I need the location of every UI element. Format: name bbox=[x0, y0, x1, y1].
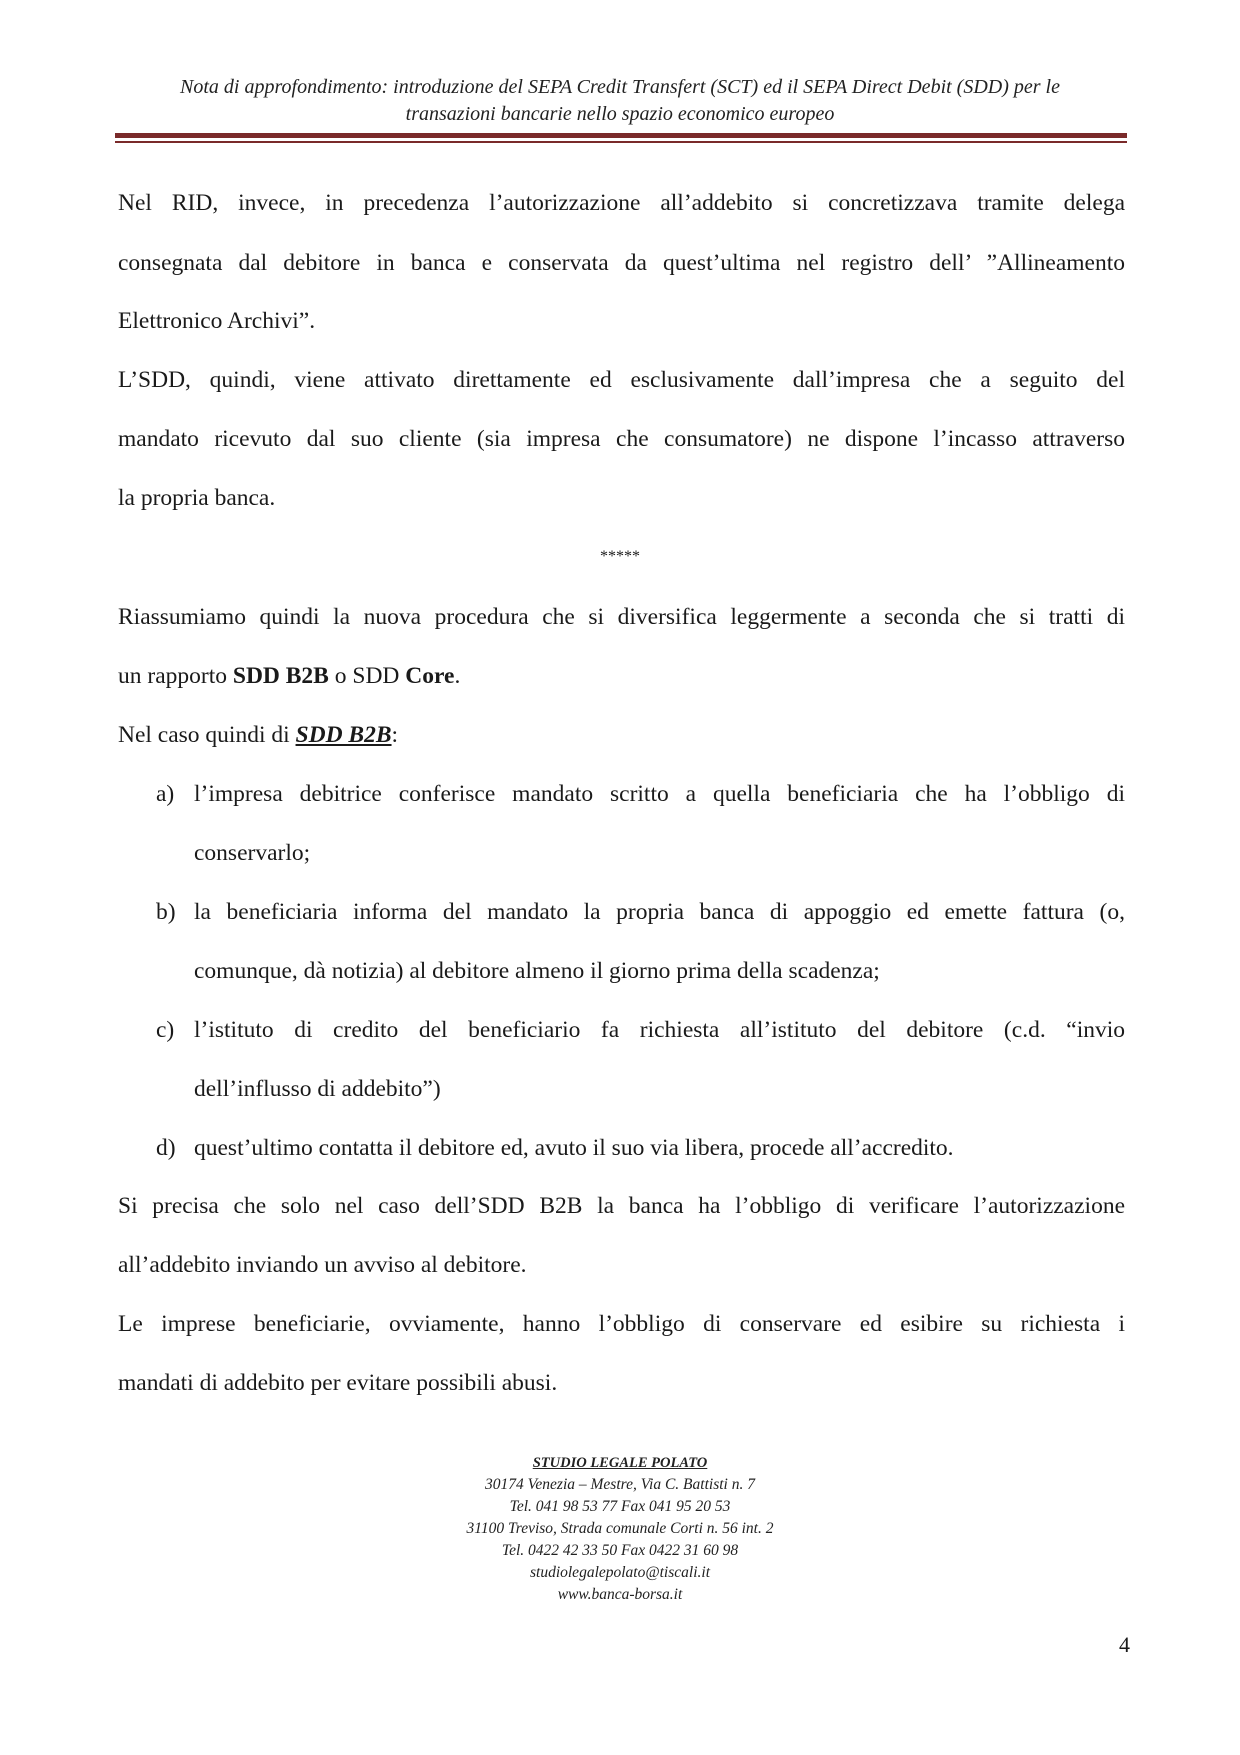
footer-email-link[interactable]: studiolegalepolato@tiscali.it bbox=[529, 1564, 710, 1581]
footer-phone-treviso: Tel. 0422 42 33 50 Fax 0422 31 60 98 bbox=[501, 1542, 739, 1559]
list-item-b-label: b) bbox=[156, 899, 176, 925]
paragraph-4-line bbox=[118, 722, 1125, 749]
page-header bbox=[115, 74, 1125, 128]
footer-phone-venezia: Tel. 041 98 53 77 Fax 041 95 20 53 bbox=[509, 1498, 731, 1515]
footer-address-treviso: 31100 Treviso, Strada comunale Corti n. 56 int. 2 bbox=[466, 1520, 774, 1537]
paragraph-6-line-2: mandati di addebito per evitare possibili abusi. bbox=[118, 1370, 558, 1396]
list-item-b-line-2: comunque, dà notizia) al debitore almeno il giorno prima della scadenza; bbox=[194, 958, 880, 984]
paragraph-3-connector: o SDD bbox=[328, 663, 406, 689]
footer-website-link[interactable]: www.banca-borsa.it bbox=[557, 1586, 683, 1603]
paragraph-3-line-2 bbox=[118, 663, 1125, 690]
header-line-1: Nota di approfondimento: introduzione del SEPA Credit Transfert (SCT) ed il SEPA Direct Debit (SDD) per le bbox=[180, 76, 1060, 98]
paragraph-3-line-1: Riassumiamo quindi la nuova procedura che si diversifica leggermente a seconda che si tratti di bbox=[118, 604, 1125, 630]
list-item-c-line-1: l’istituto di credito del beneficiario fa richiesta all’istituto del debitore (c.d. “invio bbox=[194, 1017, 1125, 1043]
paragraph-2-line-2: mandato ricevuto dal suo cliente (sia impresa che consumatore) ne dispone l’incasso attraverso bbox=[118, 426, 1125, 452]
sdd-b2b-term: SDD B2B bbox=[232, 663, 329, 689]
paragraph-2-line-3: la propria banca. bbox=[118, 485, 276, 511]
header-rule-thin bbox=[115, 141, 1127, 143]
paragraph-5-line-1: Si precisa che solo nel caso dell’SDD B2B la banca ha l’obbligo di verificare l’autorizzazione bbox=[118, 1193, 1125, 1219]
list-item-b-line-1: la beneficiaria informa del mandato la propria banca di appoggio ed emette fattura (o, bbox=[194, 899, 1125, 925]
paragraph-4-text: Nel caso quindi di bbox=[118, 722, 296, 748]
paragraph-3-period: . bbox=[454, 663, 461, 689]
header-line-2: transazioni bancarie nello spazio economico europeo bbox=[405, 103, 835, 125]
paragraph-3-text: un rapporto bbox=[118, 663, 233, 689]
list-item-a-line-2: conservarlo; bbox=[194, 840, 311, 866]
list-item-a-label: a) bbox=[156, 781, 175, 807]
list-item-c-line-2: dell’influsso di addebito”) bbox=[194, 1076, 441, 1102]
firm-name: STUDIO LEGALE POLATO bbox=[532, 1455, 708, 1471]
list-item-d-line-1: quest’ultimo contatta il debitore ed, avuto il suo via libera, procede all’accredito. bbox=[194, 1135, 954, 1161]
list-item-a-line-1: l’impresa debitrice conferisce mandato scritto a quella beneficiaria che ha l’obbligo di bbox=[194, 781, 1125, 807]
paragraph-4-colon: : bbox=[391, 722, 399, 748]
page-number: 4 bbox=[1119, 1632, 1130, 1657]
header-rule-thick bbox=[115, 133, 1127, 138]
paragraph-1-line-3: Elettronico Archivi”. bbox=[118, 308, 316, 334]
paragraph-5-line-2: all’addebito inviando un avviso al debitore. bbox=[118, 1252, 527, 1278]
paragraph-1-line-1: Nel RID, invece, in precedenza l’autorizzazione all’addebito si concretizzava tramite delega bbox=[118, 190, 1125, 216]
footer-address-venezia: 30174 Venezia – Mestre, Via C. Battisti n. 7 bbox=[485, 1476, 755, 1493]
paragraph-1-line-2: consegnata dal debitore in banca e conservata da quest’ultima nel registro dell’ ”Allineamento bbox=[118, 250, 1125, 276]
list-item-d-label: d) bbox=[156, 1135, 176, 1161]
sdd-core-term: Core bbox=[405, 663, 455, 689]
paragraph-6-line-1: Le imprese beneficiarie, ovviamente, hanno l’obbligo di conservare ed esibire su richiesta i bbox=[118, 1311, 1125, 1337]
section-separator: ***** bbox=[600, 548, 640, 565]
page-footer bbox=[0, 1452, 1240, 1606]
list-item-c-label: c) bbox=[156, 1017, 175, 1043]
sdd-b2b-heading: SDD B2B bbox=[295, 722, 392, 748]
paragraph-2-line-1: L’SDD, quindi, viene attivato direttamente ed esclusivamente dall’impresa che a seguito del bbox=[118, 367, 1125, 393]
